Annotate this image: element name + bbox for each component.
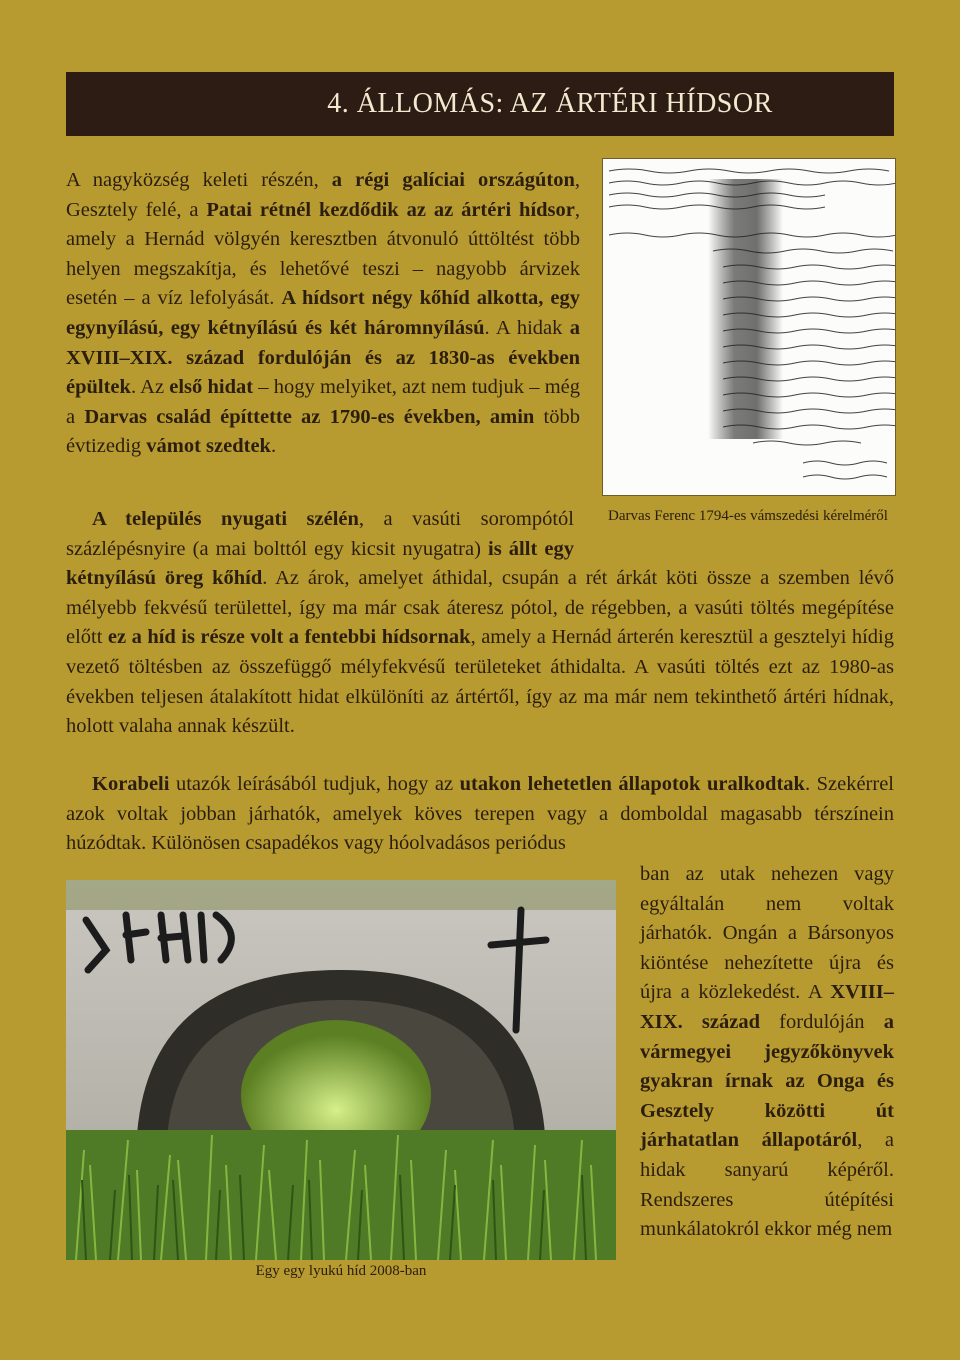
manuscript-caption: Darvas Ferenc 1794-es vámszedési kérelméről: [608, 508, 888, 524]
bridge-photo: [66, 880, 616, 1260]
west-bridge-paragraph: A település nyugati szélén, a vasúti sorompótól százlépésnyire (a mai bolttól egy kicsit nyugatra) is állt egy kétnyílású öreg kőhíd. Az árok, amelyet áthidal, csupán a rét árkát köti össze a szemben lévő mélyebb fekvésű területtel, így ma már csak áteresz pótol, de régebben, a vasúti töltés megépítése előtt ez a híd is része volt a fentebbi hídsornak, amely a Hernád árterén keresztül a gesztelyi hídig vezető töltésben az összefüggő mélyfekvésű területeket áthidalta. A vasúti töltés ezt az 1980-as években teljesen átalakított hidat elkülöníti az ártértől, így az ma már nem tekinthető ártéri hídnak, holott valaha annak készült.: [66, 505, 894, 742]
float-spacer: [574, 505, 894, 563]
page-title: 4. ÁLLOMÁS: AZ ÁRTÉRI HÍDSOR: [327, 88, 773, 119]
photo-caption: Egy egy lyukú híd 2008-ban: [255, 1263, 427, 1279]
intro-paragraph: A nagyközség keleti részén, a régi galíciai országúton, Gesztely felé, a Patai rétnél kezdődik az az ártéri hídsor, amely a Hernád völgyén keresztben átvonuló úttöltést több helyen megszakítja, és lehetővé teszi – nagyobb árvizek esetén – a víz lefolyását. A hídsort négy kőhíd alkotta, egy egynyílású, egy kétnyílású és két háromnyílású. A hidak a XVIII–XIX. század fordulóján és az 1830-as években épültek. Az első hidat – hogy melyiket, azt nem tudjuk – még a Darvas család építtette az 1790-es években, amin több évtizedig vámot szedtek.: [66, 169, 580, 458]
manuscript-drawing: [603, 159, 895, 495]
manuscript-image: [602, 158, 896, 496]
title-banner: [66, 72, 894, 136]
side-column-paragraph: ban az utak nehezen vagy egyáltalán nem voltak járhatók. Ongán a Bársonyos kiöntése nehezítette újra és újra a közlekedést. A XVIII–XIX. század fordulóján a vármegyei jegyzőkönyvek gyakran írnak az Onga és Gesztely közötti út járhatatlan állapotáról, a hidak sanyarú képéről. Rendszeres útépítési munkálatokról ekkor még nem: [640, 863, 894, 1241]
travel-paragraph: Korabeli utazók leírásából tudjuk, hogy az utakon lehetetlen állapotok uralkodtak. Szekérrel azok voltak jobban járhatók, amelyek köves terepen vagy a domboldal magasabb térszínein húzódtak. Különösen csapadékos vagy hóolvadásos periódus: [66, 773, 894, 855]
bridge-drawing: [66, 880, 616, 1260]
